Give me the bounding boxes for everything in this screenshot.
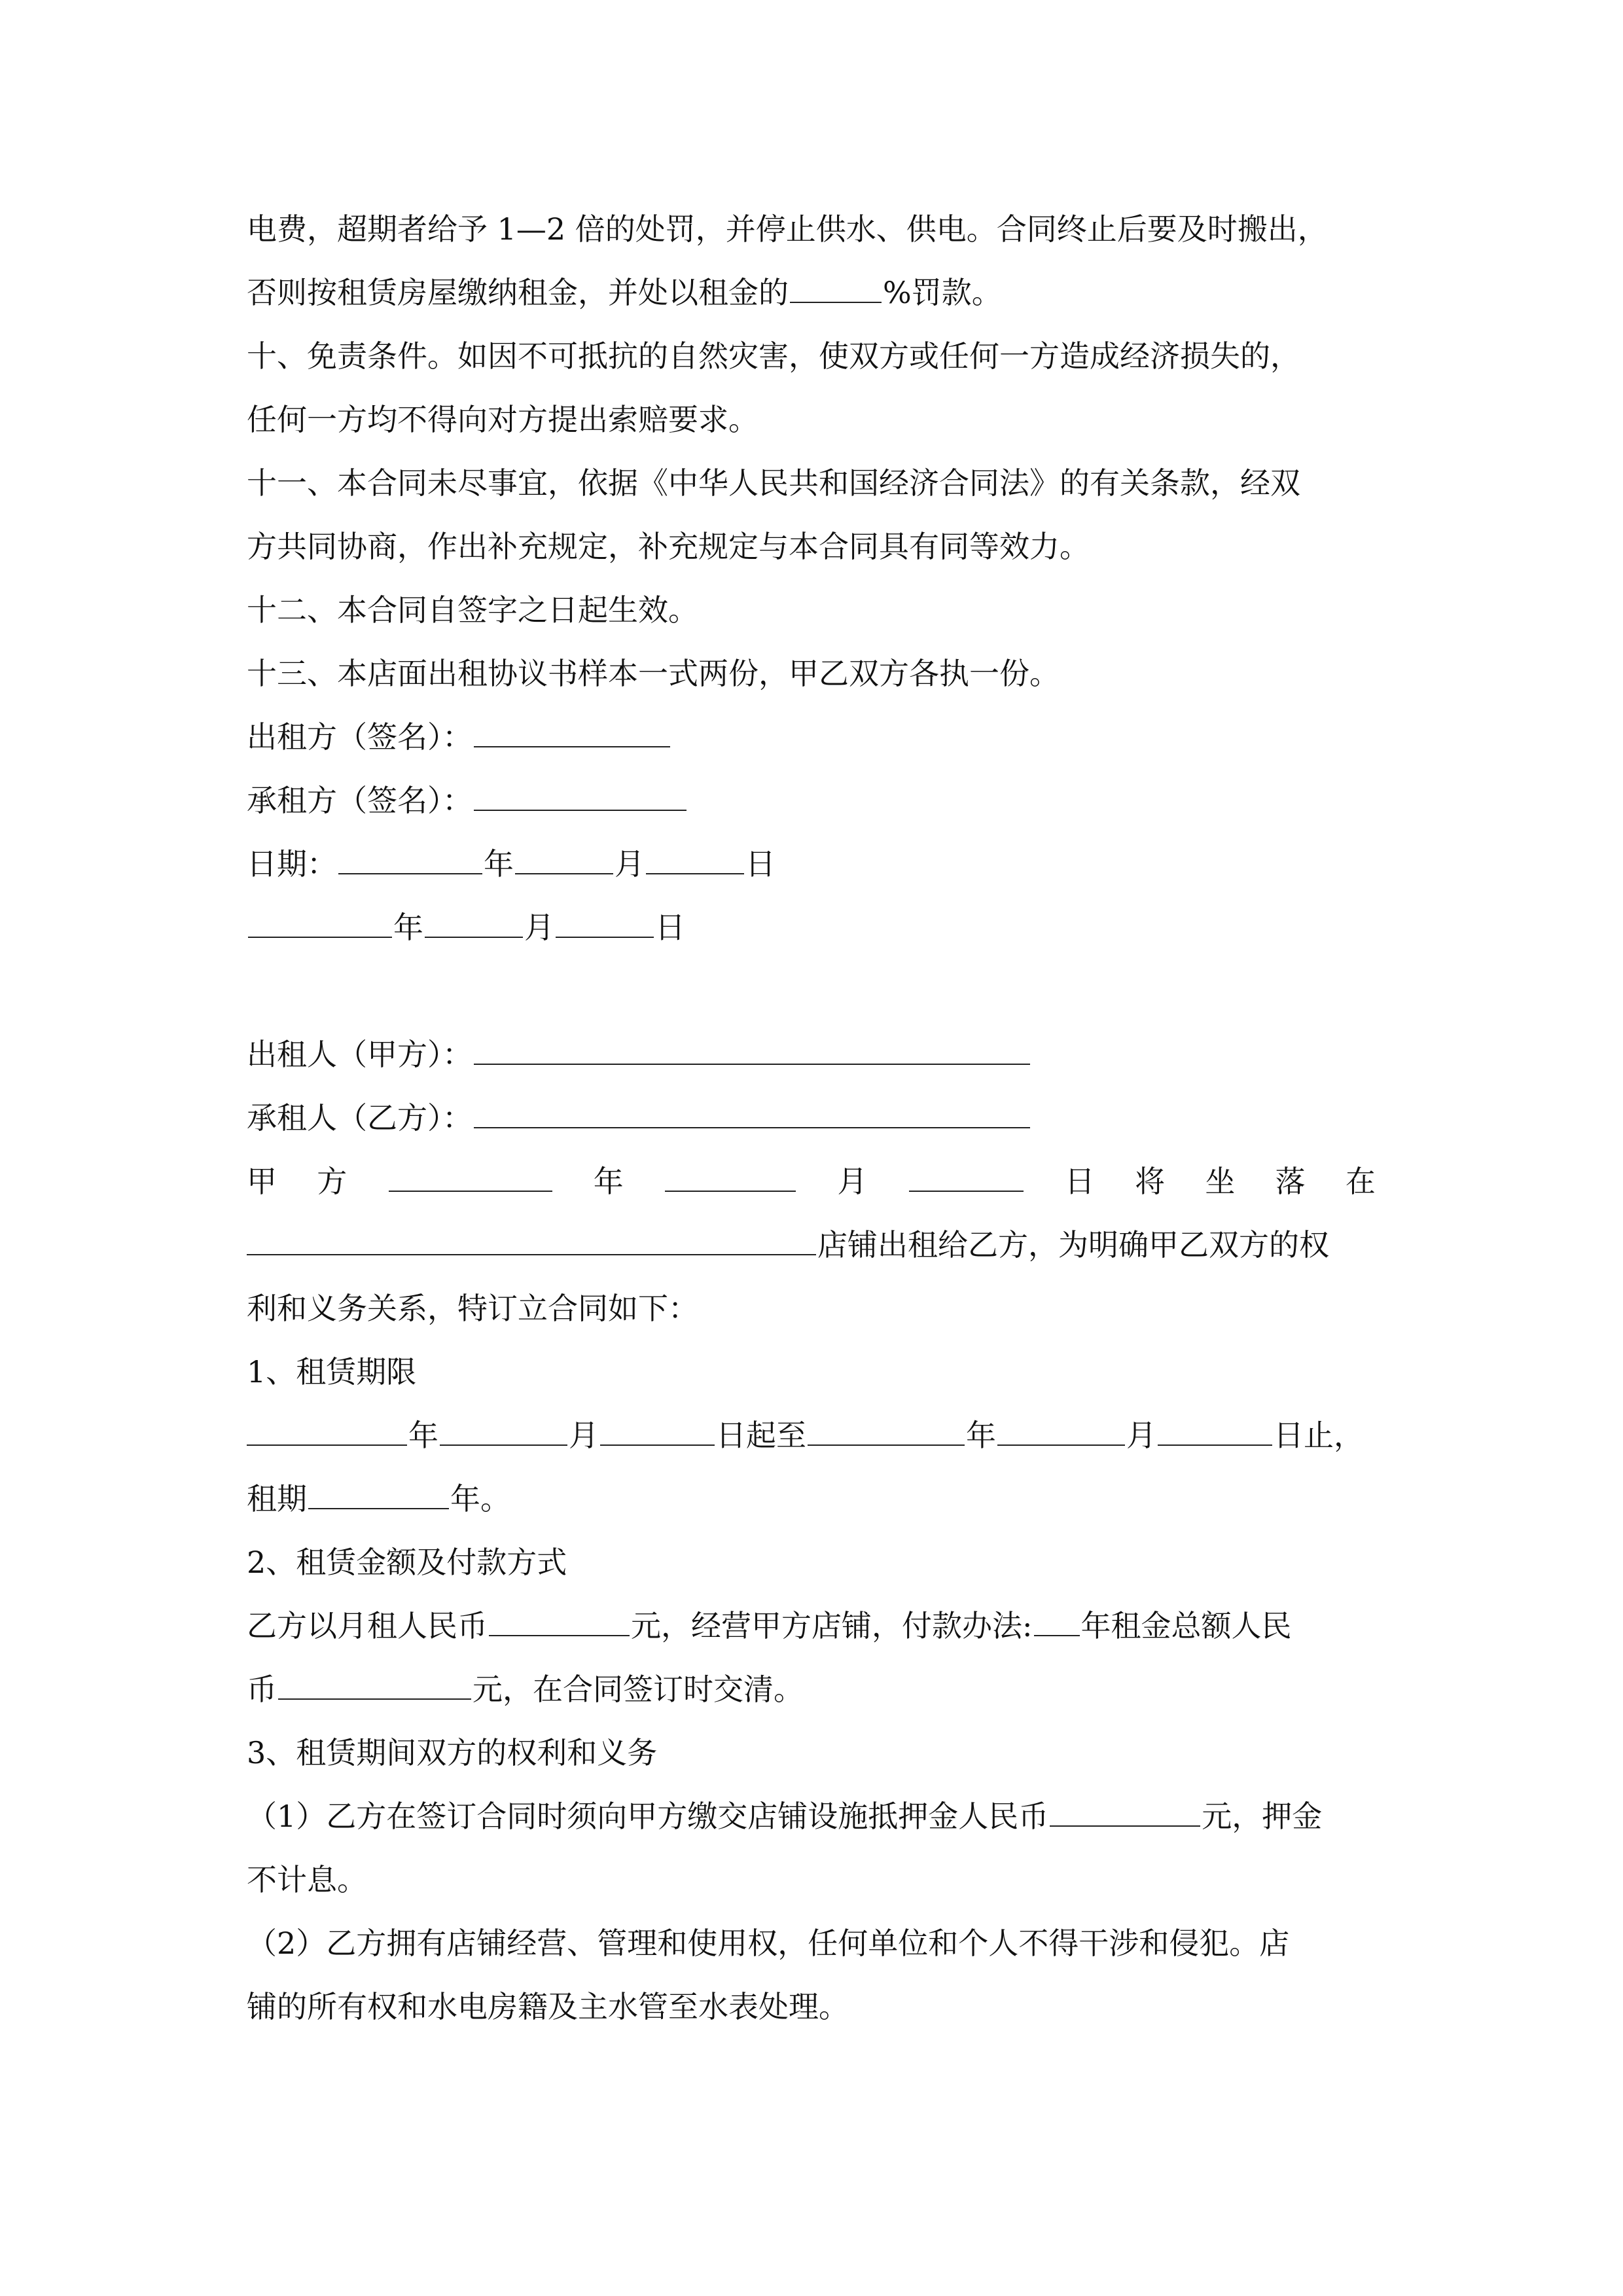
rent-total-line: 币 元，在合同签订时交清。 [247,1670,804,1709]
item-2-line: （2）乙方拥有店铺经营、管理和使用权，任何单位和个人不得干涉和侵犯。店 [247,1926,1290,1961]
paragraph-line: 铺的所有权和水电房籍及主水管至水表处理。 [247,1989,849,2024]
end-year-blank[interactable] [808,1416,965,1446]
lessee-signature-line: 承租方（签名）： [247,781,688,820]
penalty-percent-blank[interactable] [790,273,882,303]
clause-12-line: 十二、本合同自签字之日起生效。 [247,592,698,628]
end-day-blank[interactable] [1158,1416,1272,1446]
location-day-blank[interactable] [909,1162,1024,1192]
party-a-blank[interactable] [474,1035,1030,1065]
lease-period-line: 年 月 日起至 年 月 日止， [247,1416,1364,1455]
deposit-line: （1）乙方在签订合同时须向甲方缴交店铺设施抵押金人民币 元，押金 [247,1797,1322,1836]
payment-years-blank[interactable] [1034,1606,1080,1636]
lessor-signature-blank[interactable] [474,717,670,747]
shop-location-blank[interactable] [247,1225,816,1255]
location-line: 甲 方 年 月 日 将 坐 落 在 [247,1162,1376,1201]
date-month-blank[interactable] [515,844,613,874]
date2-month-blank[interactable] [425,908,523,938]
deposit-blank[interactable] [1050,1797,1200,1827]
clause-10-line: 十、免责条件。如因不可抵抗的自然灾害，使双方或任何一方造成经济损失的， [247,338,1300,374]
paragraph-line: 电费，超期者给予 1—2 倍的处罚，并停止供水、供电。合同终止后要及时搬出， [247,211,1328,247]
clause-13-line: 十三、本店面出租协议书样本一式两份，甲乙双方各执一份。 [247,656,1060,691]
term-years-blank[interactable] [308,1479,449,1509]
paragraph-line: 不计息。 [247,1862,367,1897]
location-month-blank[interactable] [665,1162,796,1192]
shop-location-line: 店铺出租给乙方，为明确甲乙双方的权 [247,1225,1329,1265]
date-line: 日期： 年 月 日 [247,844,776,884]
date-year-blank[interactable] [338,844,482,874]
date2-year-blank[interactable] [248,908,392,938]
start-month-blank[interactable] [440,1416,567,1446]
monthly-rent-blank[interactable] [489,1606,630,1636]
date-line-2: 年 月 日 [247,908,685,947]
paragraph-line: 任何一方均不得向对方提出索赔要求。 [247,402,758,437]
end-month-blank[interactable] [997,1416,1125,1446]
start-year-blank[interactable] [247,1416,407,1446]
paragraph-line: 利和义务关系，特订立合同如下： [247,1291,698,1326]
party-b-line: 承租人（乙方）： [247,1098,1031,1138]
party-b-blank[interactable] [474,1098,1030,1128]
rent-line: 乙方以月租人民币 元，经营甲方店铺，付款办法: 年租金总额人民 [247,1606,1292,1645]
section-heading-rights: 3、租赁期间双方的权利和义务 [247,1735,658,1770]
location-year-blank[interactable] [389,1162,552,1192]
total-rent-blank[interactable] [278,1670,471,1700]
paragraph-line: 方共同协商，作出补充规定，补充规定与本合同具有同等效力。 [247,529,1090,564]
lessor-signature-line: 出租方（签名）： [247,717,671,757]
section-heading-lease-term: 1、租赁期限 [247,1354,417,1390]
party-a-line: 出租人（甲方）： [247,1035,1031,1074]
start-day-blank[interactable] [600,1416,715,1446]
date-day-blank[interactable] [646,844,744,874]
lease-term-line: 租期 年。 [247,1479,510,1518]
section-heading-rent: 2、租赁金额及付款方式 [247,1545,567,1580]
penalty-line: 否则按租赁房屋缴纳租金，并处以租金的 %罚款。 [247,273,1002,312]
lessee-signature-blank[interactable] [474,781,687,811]
date2-day-blank[interactable] [556,908,654,938]
clause-11-line: 十一、本合同未尽事宜，依据《中华人民共和国经济合同法》的有关条款，经双 [247,465,1300,501]
